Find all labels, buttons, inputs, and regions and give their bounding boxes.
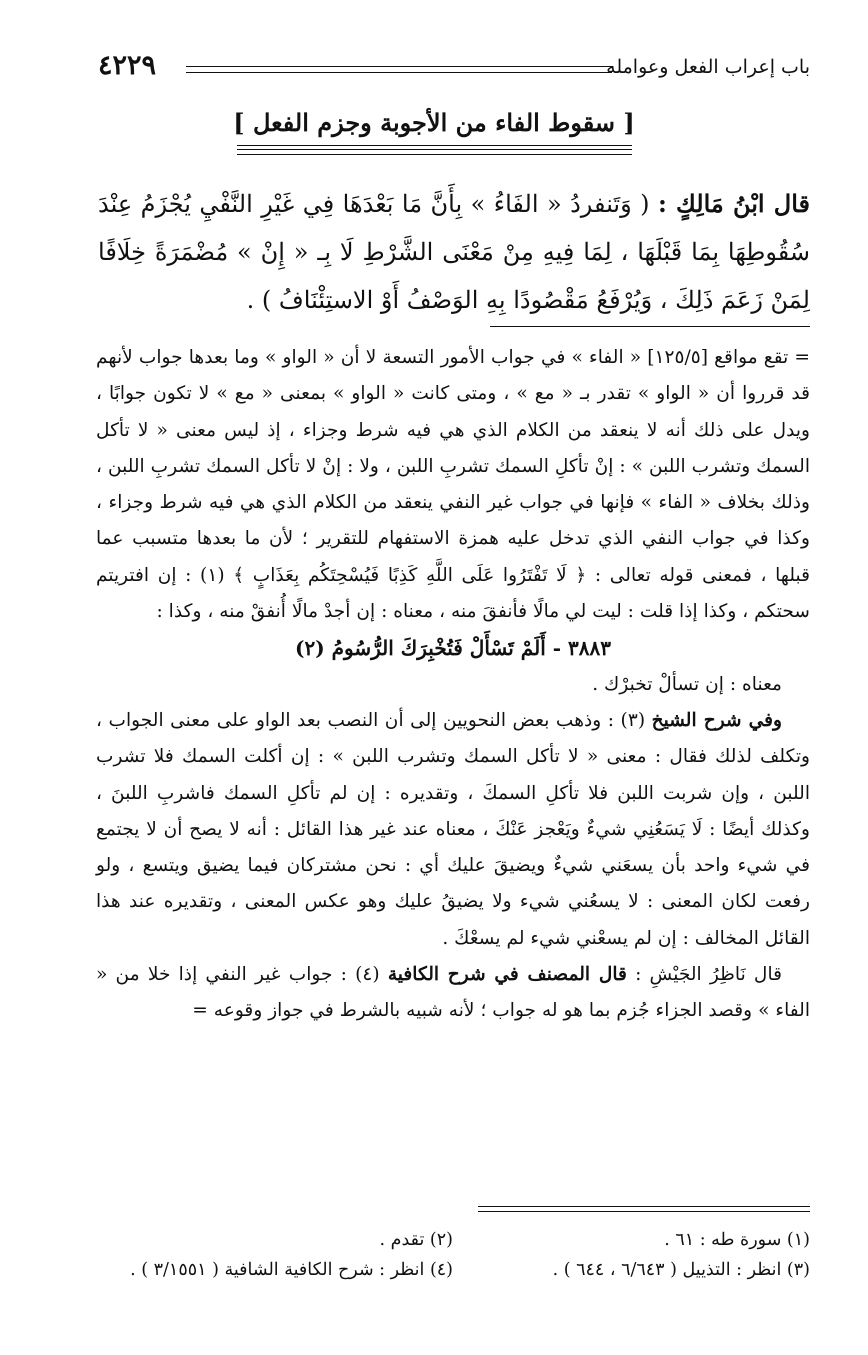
source-name-sharh-alshaykh: وفي شرح الشيخ (651, 709, 782, 731)
footnote-separator-rule (478, 1206, 810, 1212)
author-name-nazir-aljaysh: قال نَاظِرُ الجَيْشِ : (635, 964, 782, 986)
section-title: [ سقوط الفاء من الأجوبة وجزم الفعل ] (233, 108, 635, 137)
matn-text: ( وَتَنفردُ « الفَاءُ » بِأَنَّ مَا بَعْدَهَا فِي غَيْرِ النَّفْيِ يُجْزَمُ عِنْدَ سُقُوطِهَا بِمَا قَبْلَهَا ، لِمَا فِيهِ مِنْ مَعْنَى الشَّرْطِ لَا بِـ « إِنْ » مُضْمَرَةً خِلَافًا لِمَنْ زَعَمَ ذَلِكَ ، وَيُرْفَعُ مَقْصُودًا بِهِ الوَصْفُ أَوْ الاستِئْنَافُ ) . (98, 190, 811, 314)
matn-separator-rule (490, 326, 810, 327)
source-name-sharh-alkafiya: قال المصنف في شرح الكافية (387, 964, 627, 986)
footnote-row-2 (96, 1255, 810, 1285)
commentary-paragraph-4-text: (٤) : جواب غير النفي إذا خلا من « الفاء » وقصد الجزاء جُزم بما هو له جواب ؛ لأنه شبيه بالشرط في جواز وقوعه = (96, 964, 810, 1022)
header-rule (186, 66, 612, 73)
matn-label: قال ابْنُ مَالِكٍ : (658, 189, 810, 218)
page-number: ٤٢٢٩ (98, 50, 157, 81)
chapter-title: باب إعراب الفعل وعوامله (606, 56, 810, 78)
section-title-rule (237, 145, 632, 155)
commentary-paragraph-2: معناه : إن تسألْ تخبرْك . (592, 673, 782, 695)
commentary-paragraph-1: = تقع مواقع [١٢٥/٥] « الفاء » في جواب الأمور التسعة لا أن « الواو » وما بعدها جواب لأنهم قد قرروا أن « الواو » تقدر بـ « مع » ، ومتى كانت « الواو » بمعنى « مع » لا تكون جوابًا ، ويدل على ذلك أنه لا ينعقد من الكلام الذي هي فيه شرط وجزاء ، إذ ليس معنى « لا تأكل السمك وتشرب اللبن » : إنْ تأكلِ السمك تشربِ اللبن ، ولا : إنْ لا تأكل السمك تشربِ اللبن ، وذلك بخلاف « الفاء » فإنها في جواب غير النفي ينعقد من الكلام الذي هي فيه شرط وجزاء ، وكذا في جواب النفي الذي تدخل عليه همزة الاستفهام للتقرير ؛ لأن ما بعدها متسبب عما قبلها ، فمعنى قوله تعالى : ﴿ لَا تَفْتَرُوا عَلَى اللَّهِ كَذِبًا فَيُسْحِتَكُم بِعَذَابٍ ﴾ (١) : إن افتريتم سحتكم ، وكذا إذا قلت : ليت لي مالًا فأنفقَ منه ، معناه : إن أجدْ مالًا أُنفقْ منه ، وكذا : (96, 347, 811, 623)
footnotes-block (96, 1225, 810, 1285)
footnote-3: (٣) انظر : التذييل ( ٦/٦٤٣ ، ٦٤٤ ) . (552, 1260, 810, 1280)
running-header (98, 52, 810, 92)
footnote-2: (٢) تقدم . (379, 1230, 453, 1250)
commentary-paragraph-4 (96, 957, 810, 1030)
section-heading (0, 108, 868, 155)
matn-text-block (98, 180, 810, 324)
footnote-1: (١) سورة طه : ٦١ . (664, 1230, 810, 1250)
commentary-block (96, 340, 810, 1030)
commentary-paragraph-3-text: (٣) : وذهب بعض النحويين إلى أن النصب بعد الواو على معنى الجواب ، وتكلف لذلك فقال : معنى « لا تأكل السمك وتشرب اللبن » : إن أكلت السمك فلا تشرب اللبن ، وإن شربت اللبن فلا تأكلِ السمكَ ، وتقديره : إن لم تأكلِ السمك فاشربِ اللبنَ ، وكذلك أيضًا : لَا يَسَعُنِي شيءٌ ويَعْجز عَنْكَ ، معناه عند غير هذا القائل : أنه لا يصح أن لا يجتمع في شيء واحد بأن يسعَني شيءٌ ويضيقَ عليك أي : نحن مشتركان فيما يضيق ويتسع ، ولو رفعت لكان المعنى : لا يسعُني شيء ولا يضيقُ عليك وهو عكس المعنى ، وتقديره عند هذا القائل المخالف : إن لم يسعْني شيء لم يسعْكَ . (96, 709, 810, 949)
poetry-verse: ٣٨٨٣ - أَلَمْ تَسْأَلْ فَتُخْبِرَكَ الرُّسُومُ (٢) (295, 636, 611, 661)
footnote-4: (٤) انظر : شرح الكافية الشافية ( ٣/١٥٥١ ) . (130, 1260, 453, 1280)
footnote-row-1 (96, 1225, 810, 1255)
commentary-paragraph-3 (96, 703, 810, 957)
